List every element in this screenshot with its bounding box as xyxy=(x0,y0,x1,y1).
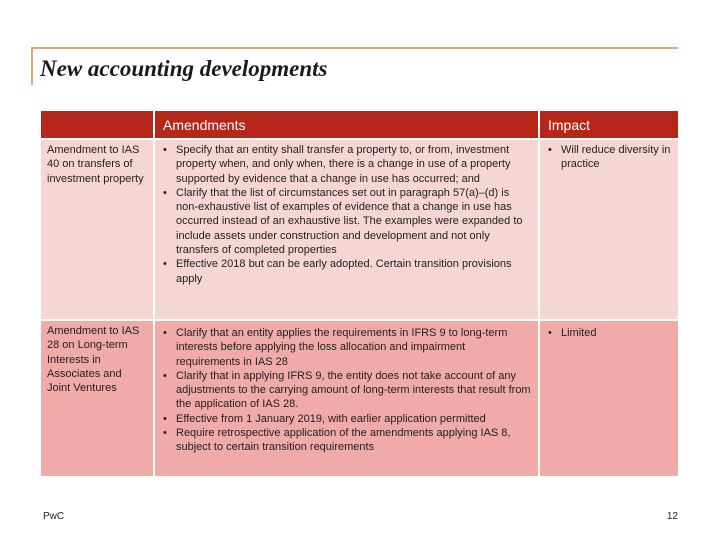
list-item: • Clarify that in applying IFRS 9, the entity does not take account of any adjustments to the carrying amount of long-term interests that result from the application of IAS 28. xyxy=(163,369,532,412)
amendments-cell xyxy=(154,139,539,320)
row-label: Amendment to IAS 28 on Long-term Interests in Associates and Joint Ventures xyxy=(41,320,154,476)
list-item: • Require retrospective application of the amendments applying IAS 8, subject to certain transition requirements xyxy=(163,426,532,455)
table-row xyxy=(41,320,678,476)
frame-top-line xyxy=(31,47,678,49)
list-item: • Limited xyxy=(548,326,672,340)
impact-list xyxy=(540,140,678,172)
list-item: • Clarify that an entity applies the requirements in IFRS 9 to long-term interests before applying the loss allocation and impairment requirements in IAS 28 xyxy=(163,326,532,369)
amendments-list xyxy=(155,140,538,286)
amendments-table xyxy=(41,111,678,476)
row-label: Amendment to IAS 40 on transfers of investment property xyxy=(41,139,154,320)
table-header-row xyxy=(41,111,678,139)
header-label xyxy=(41,111,154,139)
list-item: • Specify that an entity shall transfer a property to, or from, investment property when, and only when, there is a change in use of a property supported by evidence that a change in use has occurred; and xyxy=(163,143,532,186)
amendments-list xyxy=(155,321,538,455)
list-item: • Will reduce diversity in practice xyxy=(548,143,672,172)
impact-list xyxy=(540,321,678,340)
header-impact: Impact xyxy=(539,111,678,139)
footer-brand: PwC xyxy=(43,511,65,522)
amendments-cell xyxy=(154,320,539,476)
header-amendments: Amendments xyxy=(154,111,539,139)
list-item: • Effective from 1 January 2019, with earlier application permitted xyxy=(163,412,532,426)
slide-title: New accounting developments xyxy=(40,56,328,81)
page-number: 12 xyxy=(666,511,678,522)
frame-left-line xyxy=(31,47,33,85)
impact-cell xyxy=(539,320,678,476)
list-item: • Clarify that the list of circumstances set out in paragraph 57(a)–(d) is non-exhaustive list of examples of evidence that a change in use has occurred instead of an exhaustive list. The examples were expanded to include assets under construction and development and not only transfers of completed properties xyxy=(163,186,532,257)
table-row xyxy=(41,139,678,320)
list-item: • Effective 2018 but can be early adopted. Certain transition provisions apply xyxy=(163,257,532,286)
impact-cell xyxy=(539,139,678,320)
